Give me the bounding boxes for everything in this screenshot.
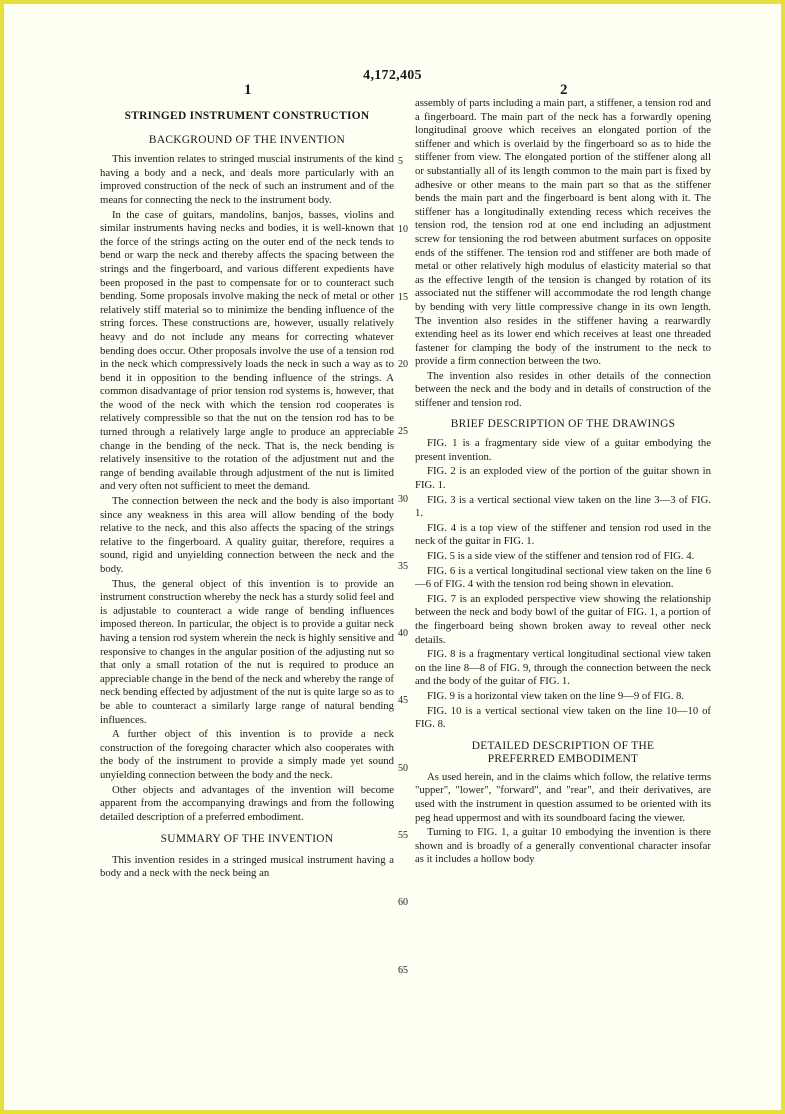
line-number: 5 [398,156,403,167]
figure-description: FIG. 3 is a vertical sectional view taken on the line 3—3 of FIG. 1. [415,493,711,520]
line-number: 30 [398,494,408,505]
left-column [100,110,394,882]
document-title: STRINGED INSTRUMENT CONSTRUCTION [124,110,370,122]
patent-number: 4,172,405 [363,68,422,83]
drawings-heading: BRIEF DESCRIPTION OF THE DRAWINGS [450,417,676,430]
summary-paragraph: This invention resides in a stringed musical instrument having a body and a neck with the neck being an [100,853,394,880]
detailed-paragraph: As used herein, and in the claims which follow, the relative terms "upper", "lower", "forward", and "rear", and their derivatives, are used with the instrument in question assumed to be oriented with its peg head uppermost and with its soundboard facing the viewer. [415,770,711,824]
figure-description: FIG. 6 is a vertical longitudinal sectional view taken on the line 6—6 of FIG. 4 with the tension rod being shown in elevation. [415,564,711,591]
line-number: 40 [398,628,408,639]
figure-description: FIG. 10 is a vertical sectional view taken on the line 10—10 of FIG. 8. [415,704,711,731]
line-number: 45 [398,695,408,706]
right-column [415,97,711,868]
figure-description: FIG. 1 is a fragmentary side view of a guitar embodying the present invention. [415,437,711,463]
background-paragraph: In the case of guitars, mandolins, banjos, basses, violins and similar instruments having necks and bodies, it is well-known that the force of the strings acting on the outer end of the neck tends to bend or warp the neck and thereby affects the spacing between the strings and the fingerboard, and various different expedients have been proposed in the past to compensate for or to counteract such bending. Some proposals involve making the neck of metal or other relatively stiff material so to minimize the bending influence of the string forces. These constructions are, however, usually relatively heavy and do not include any means for correcting whatever bending does occur. Other proposals involve the use of a tension rod in the neck which compressively loads the neck in such a way as to bend it in opposition to the bending influence of the strings. A common disadvantage of prior tension rod systems is, however, that the wood of the neck with which the tension rod cooperates is relatively compressible so that the nut on the tension rod has to be turned through a relatively large angle to produce an appreciable change in the bending of the neck. That is, the neck bending is relatively insensitive to the rotation of the adjustment nut and the range of bending available through adjustment of the nut is limited and very often not sufficient to meet the demand. [100,208,394,493]
background-paragraph: A further object of this invention is to provide a neck construction of the foregoing character which also cooperates with the body of the instrument to provide a simply made yet sound unyielding connection between the body and the neck. [100,728,394,781]
line-number: 25 [398,426,408,437]
summary-paragraph: The invention also resides in other details of the connection between the neck and the body and in details of construction of the stiffener and tension rod. [415,369,711,410]
figure-description: FIG. 2 is an exploded view of the portion of the guitar shown in FIG. 1. [415,465,711,492]
figure-description: FIG. 4 is a top view of the stiffener and tension rod used in the neck of the guitar in FIG. 1. [415,521,711,548]
figure-description: FIG. 7 is an exploded perspective view showing the relationship between the neck and body bowl of the guitar of FIG. 1, a portion of the fingerboard being shown broken away to reveal other neck details. [415,592,711,646]
line-number: 15 [398,292,408,303]
figure-description: FIG. 8 is a fragmentary vertical longitudinal sectional view taken on the line 8—8 of FIG. 9, through the connection between the neck and the body of the guitar of FIG. 1. [415,648,711,688]
background-paragraph: Thus, the general object of this invention is to provide an instrument construction whereby the neck has a sturdy solid feel and is adjustable to counteract a wide range of bending influences imposed thereon. In particular, the object is to provide a guitar neck having a tension rod system wherein the neck is highly sensitive and responsive to changes in the angular position of the adjusting nut so that only a small rotation of the nut is required to produce an appreciable change in the bend of the neck and whereby the range of neck bending effected by adjustment of the nut is quite large so as to be able to counteract a similarly large range of natural bending influences. [100,577,394,726]
background-paragraph: This invention relates to stringed muscial instruments of the kind having a body and a neck, and deals more particularly with an improved construction of the neck of such an instrument and of the means for connecting the neck to the instrument body. [100,153,394,206]
background-heading: BACKGROUND OF THE INVENTION [148,133,346,146]
line-number: 60 [398,897,408,908]
background-paragraph: The connection between the neck and the body is also important since any weakness in this area will allow bending of the body relative to the neck, and this also affects the spacing of the strings relative to the fingerboard. A quality guitar, therefore, requires a sound, rigid and unyielding connection between the neck and the body. [100,495,394,575]
summary-heading: SUMMARY OF THE INVENTION [160,833,334,846]
background-paragraph: Other objects and advantages of the invention will become apparent from the accompanying drawings and from the following detailed description of a preferred embodiment. [100,783,394,823]
line-number: 20 [398,359,408,370]
line-number: 35 [398,561,408,572]
detailed-heading-line1: DETAILED DESCRIPTION OF THE [471,739,655,752]
line-number: 65 [398,965,408,976]
figure-description: FIG. 5 is a side view of the stiffener and tension rod of FIG. 4. [427,550,695,562]
line-number: 10 [398,224,408,235]
column-number-left: 1 [244,82,252,98]
detailed-heading-line2: PREFERRED EMBODIMENT [487,752,639,765]
detailed-description-heading [415,740,711,766]
detailed-paragraph: Turning to FIG. 1, a guitar 10 embodying the invention is there shown and is broadly of a generally conventional character insofar as it includes a hollow body [415,826,711,866]
line-number: 50 [398,763,408,774]
column-number-right: 2 [560,82,568,98]
figure-description: FIG. 9 is a horizontal view taken on the line 9—9 of FIG. 8. [427,689,685,702]
summary-continuation: assembly of parts including a main part, a stiffener, a tension rod and a fingerboard. The main part of the neck has a forwardly opening longitudinal groove which receives an elongated portion of the stiffener and which is overlaid by the fingerboard so as to hide the stiffener from view. The elongated portion of the stiffener along all or substantially all of its length common to the main part is fixed by adhesive or other means to the main part so that as the stiffener bends the main part and the fingerboard is bent along with it. The stiffener has a longitudinally extending recess which receives the tension rod, the tension rod at one end including an adjustment screw for tensioning the rod between abutment surfaces on opposite ends of the stiffener. The tension rod and stiffener are both made of metal or other relatively high modulus of elasticity material so that as the effective length of the tension is changed by rotation of its associated nut the stiffener will accommodate the rod length change by bending with very little compressive change in its own length. The invention also resides in the stiffener having a rearwardly extending heel as its lower end which receives at least one threaded fastener for clamping the body of the instrument to the neck to provide a firm connection between the two. [415,97,711,368]
line-number: 55 [398,830,408,841]
